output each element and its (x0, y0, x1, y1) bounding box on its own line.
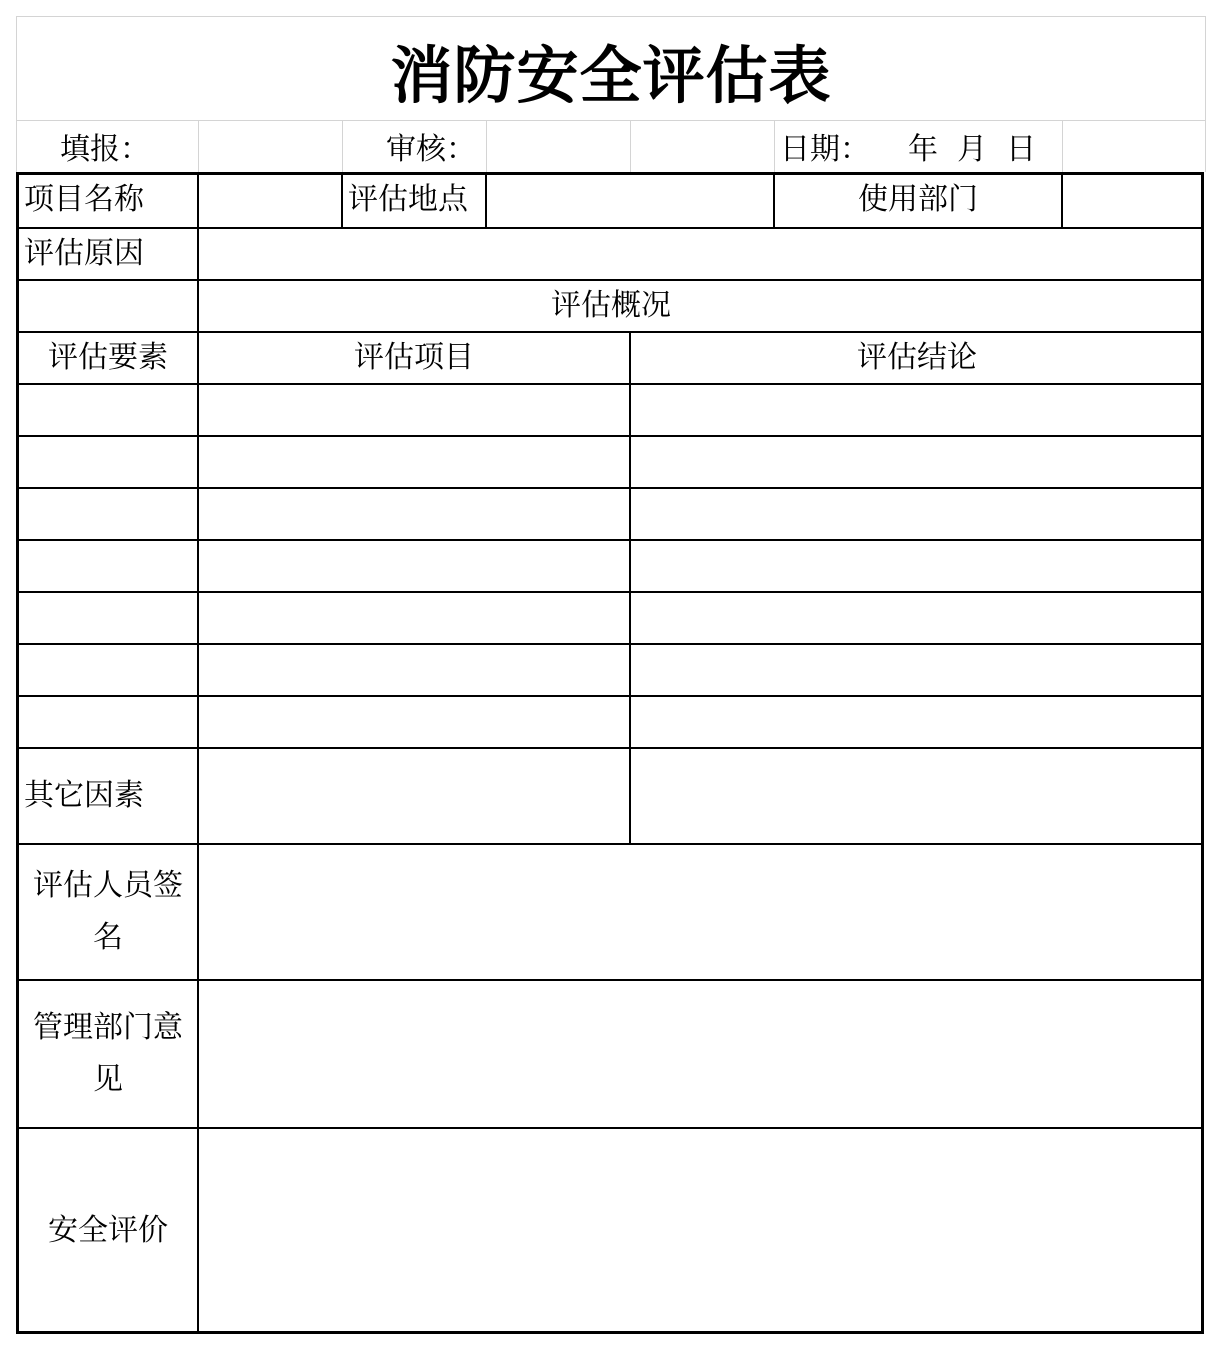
column-header-elements: 评估要素 (48, 340, 168, 375)
page-title: 消防安全评估表 (390, 38, 832, 112)
table-row[interactable] (18, 540, 197, 591)
date-parts: 年 月 日 (908, 132, 1037, 167)
filler-label: 填报： (60, 132, 150, 167)
other-factors-label: 其它因素 (24, 778, 144, 813)
project-name-label: 项目名称 (24, 182, 144, 217)
column-header-items: 评估项目 (354, 340, 474, 375)
assess-reason-label: 评估原因 (24, 236, 144, 271)
table-row[interactable] (18, 592, 197, 643)
using-department-value[interactable] (1062, 175, 1202, 227)
assess-location-label: 评估地点 (348, 182, 468, 217)
column-header-conclusion: 评估结论 (857, 340, 977, 375)
reviewer-label: 审核： (386, 132, 476, 167)
overview-heading: 评估概况 (551, 288, 671, 323)
table-row[interactable] (18, 696, 197, 747)
management-opinion-value[interactable] (198, 981, 1202, 1127)
assessor-signature-label: 评估人员签名 (33, 868, 183, 955)
safety-evaluation-label: 安全评价 (48, 1213, 168, 1248)
table-row[interactable] (18, 436, 197, 487)
assess-location-value[interactable] (486, 175, 773, 227)
using-department-label: 使用部门 (858, 182, 978, 217)
management-opinion-label: 管理部门意见 (33, 1010, 183, 1097)
date-label: 日期： (780, 132, 870, 167)
project-name-value[interactable] (198, 175, 341, 227)
safety-evaluation-value[interactable] (198, 1129, 1202, 1331)
assess-reason-value[interactable] (198, 228, 1202, 279)
table-row[interactable] (18, 384, 197, 435)
assessor-signature-value[interactable] (198, 845, 1202, 979)
table-row[interactable] (18, 644, 197, 695)
table-row[interactable] (18, 488, 197, 539)
